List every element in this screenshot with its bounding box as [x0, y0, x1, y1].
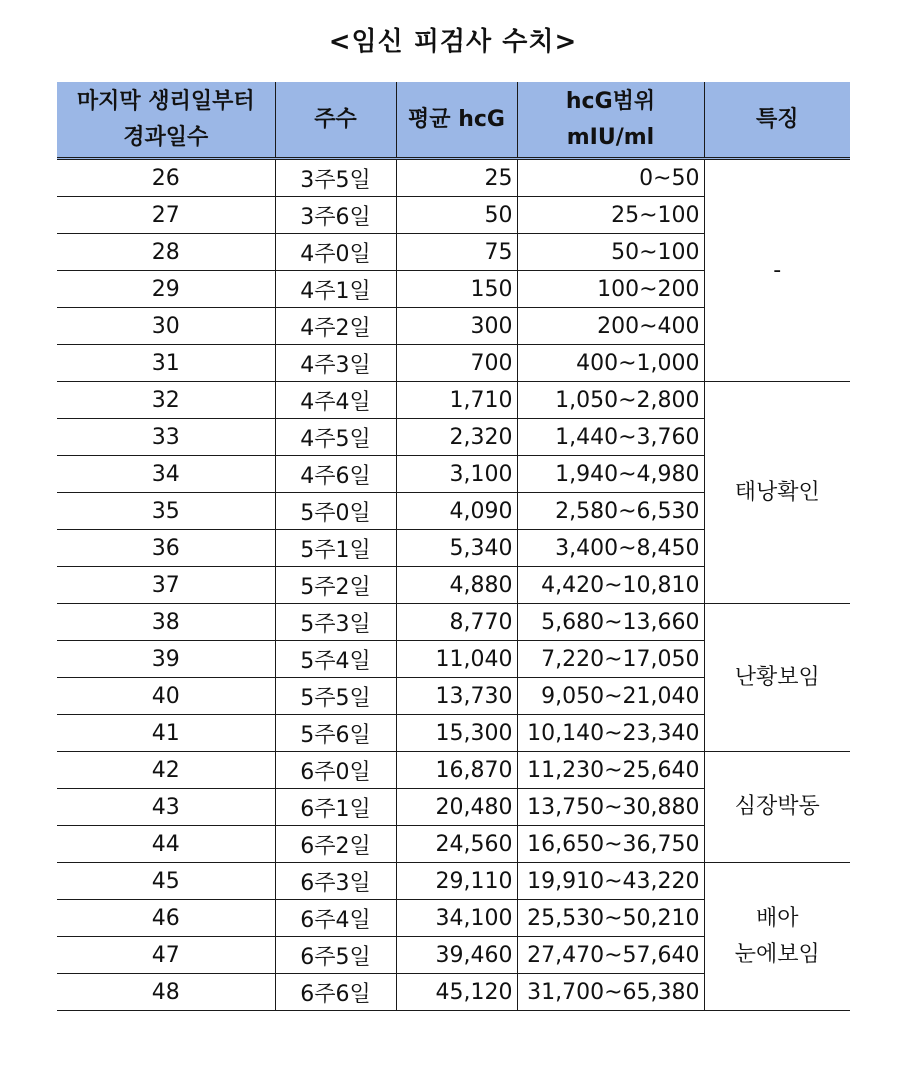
cell-weeks: 5주0일 — [275, 493, 396, 530]
cell-days: 42 — [57, 752, 275, 789]
cell-weeks: 5주4일 — [275, 641, 396, 678]
cell-range: 1,050~2,800 — [517, 382, 704, 419]
header-range-line1: hcG범위 — [565, 89, 656, 114]
cell-range: 25,530~50,210 — [517, 900, 704, 937]
cell-days: 43 — [57, 789, 275, 826]
cell-avg: 75 — [396, 234, 517, 271]
header-days-line1: 마지막 생리일부터 — [76, 89, 255, 114]
cell-days: 29 — [57, 271, 275, 308]
cell-range: 16,650~36,750 — [517, 826, 704, 863]
cell-avg: 1,710 — [396, 382, 517, 419]
cell-range: 1,440~3,760 — [517, 419, 704, 456]
cell-range: 25~100 — [517, 197, 704, 234]
cell-weeks: 5주1일 — [275, 530, 396, 567]
cell-range: 31,700~65,380 — [517, 974, 704, 1011]
cell-range: 200~400 — [517, 308, 704, 345]
cell-weeks: 6주6일 — [275, 974, 396, 1011]
cell-avg: 4,880 — [396, 567, 517, 604]
cell-avg: 5,340 — [396, 530, 517, 567]
table-body — [57, 159, 850, 1011]
table-row — [57, 159, 850, 197]
cell-feature — [704, 159, 850, 382]
cell-range: 0~50 — [517, 159, 704, 197]
cell-weeks: 4주4일 — [275, 382, 396, 419]
cell-range: 13,750~30,880 — [517, 789, 704, 826]
cell-avg: 50 — [396, 197, 517, 234]
cell-days: 26 — [57, 159, 275, 197]
cell-feature — [704, 863, 850, 1011]
cell-avg: 300 — [396, 308, 517, 345]
cell-weeks: 5주3일 — [275, 604, 396, 641]
cell-range: 10,140~23,340 — [517, 715, 704, 752]
header-weeks: 주수 — [275, 83, 396, 159]
feature-line: - — [773, 257, 782, 283]
table-row — [57, 382, 850, 419]
cell-weeks: 6주5일 — [275, 937, 396, 974]
cell-avg: 20,480 — [396, 789, 517, 826]
cell-days: 36 — [57, 530, 275, 567]
feature-line: 심장박동 — [734, 794, 820, 819]
cell-avg: 8,770 — [396, 604, 517, 641]
cell-days: 41 — [57, 715, 275, 752]
cell-days: 30 — [57, 308, 275, 345]
table-row — [57, 752, 850, 789]
cell-days: 27 — [57, 197, 275, 234]
feature-line: 눈에보임 — [734, 941, 820, 967]
table-header — [57, 83, 850, 159]
cell-days: 34 — [57, 456, 275, 493]
cell-weeks: 6주2일 — [275, 826, 396, 863]
cell-weeks: 4주5일 — [275, 419, 396, 456]
cell-feature — [704, 604, 850, 752]
cell-avg: 15,300 — [396, 715, 517, 752]
cell-avg: 39,460 — [396, 937, 517, 974]
cell-days: 45 — [57, 863, 275, 900]
hcg-table — [57, 82, 850, 1011]
cell-range: 100~200 — [517, 271, 704, 308]
header-range — [517, 83, 704, 159]
cell-days: 31 — [57, 345, 275, 382]
cell-weeks: 5주2일 — [275, 567, 396, 604]
header-days — [57, 83, 275, 159]
cell-days: 44 — [57, 826, 275, 863]
cell-avg: 4,090 — [396, 493, 517, 530]
cell-range: 2,580~6,530 — [517, 493, 704, 530]
cell-weeks: 4주6일 — [275, 456, 396, 493]
cell-days: 47 — [57, 937, 275, 974]
cell-range: 50~100 — [517, 234, 704, 271]
cell-avg: 24,560 — [396, 826, 517, 863]
table-row — [57, 863, 850, 900]
header-feature: 특징 — [704, 83, 850, 159]
feature-line: 난황보임 — [734, 664, 820, 690]
cell-range: 400~1,000 — [517, 345, 704, 382]
cell-days: 48 — [57, 974, 275, 1011]
cell-range: 9,050~21,040 — [517, 678, 704, 715]
cell-avg: 11,040 — [396, 641, 517, 678]
cell-avg: 45,120 — [396, 974, 517, 1011]
cell-range: 1,940~4,980 — [517, 456, 704, 493]
cell-avg: 13,730 — [396, 678, 517, 715]
cell-weeks: 6주1일 — [275, 789, 396, 826]
cell-weeks: 4주2일 — [275, 308, 396, 345]
cell-days: 46 — [57, 900, 275, 937]
cell-avg: 29,110 — [396, 863, 517, 900]
cell-avg: 34,100 — [396, 900, 517, 937]
cell-weeks: 4주0일 — [275, 234, 396, 271]
cell-range: 5,680~13,660 — [517, 604, 704, 641]
cell-weeks: 4주3일 — [275, 345, 396, 382]
cell-weeks: 3주5일 — [275, 159, 396, 197]
cell-days: 35 — [57, 493, 275, 530]
cell-range: 11,230~25,640 — [517, 752, 704, 789]
cell-weeks: 3주6일 — [275, 197, 396, 234]
page-title: <임신 피검사 수치> — [328, 27, 578, 57]
cell-weeks: 6주4일 — [275, 900, 396, 937]
cell-weeks: 5주6일 — [275, 715, 396, 752]
cell-feature — [704, 382, 850, 604]
feature-line: 배아 — [755, 905, 799, 931]
feature-line: 태낭확인 — [734, 479, 820, 505]
table-row — [57, 604, 850, 641]
cell-days: 28 — [57, 234, 275, 271]
cell-avg: 25 — [396, 159, 517, 197]
cell-range: 7,220~17,050 — [517, 641, 704, 678]
header-range-line2: mIU/ml — [566, 125, 655, 150]
cell-feature — [704, 752, 850, 863]
cell-days: 37 — [57, 567, 275, 604]
cell-days: 39 — [57, 641, 275, 678]
cell-avg: 16,870 — [396, 752, 517, 789]
cell-weeks: 6주3일 — [275, 863, 396, 900]
cell-weeks: 6주0일 — [275, 752, 396, 789]
header-avg: 평균 hcG — [396, 83, 517, 159]
cell-weeks: 5주5일 — [275, 678, 396, 715]
cell-range: 19,910~43,220 — [517, 863, 704, 900]
cell-range: 4,420~10,810 — [517, 567, 704, 604]
cell-avg: 150 — [396, 271, 517, 308]
cell-days: 33 — [57, 419, 275, 456]
cell-range: 27,470~57,640 — [517, 937, 704, 974]
header-row — [57, 83, 850, 159]
cell-weeks: 4주1일 — [275, 271, 396, 308]
cell-avg: 2,320 — [396, 419, 517, 456]
cell-days: 32 — [57, 382, 275, 419]
cell-avg: 3,100 — [396, 456, 517, 493]
cell-days: 40 — [57, 678, 275, 715]
cell-days: 38 — [57, 604, 275, 641]
cell-avg: 700 — [396, 345, 517, 382]
cell-range: 3,400~8,450 — [517, 530, 704, 567]
header-days-line2: 경과일수 — [123, 125, 209, 150]
